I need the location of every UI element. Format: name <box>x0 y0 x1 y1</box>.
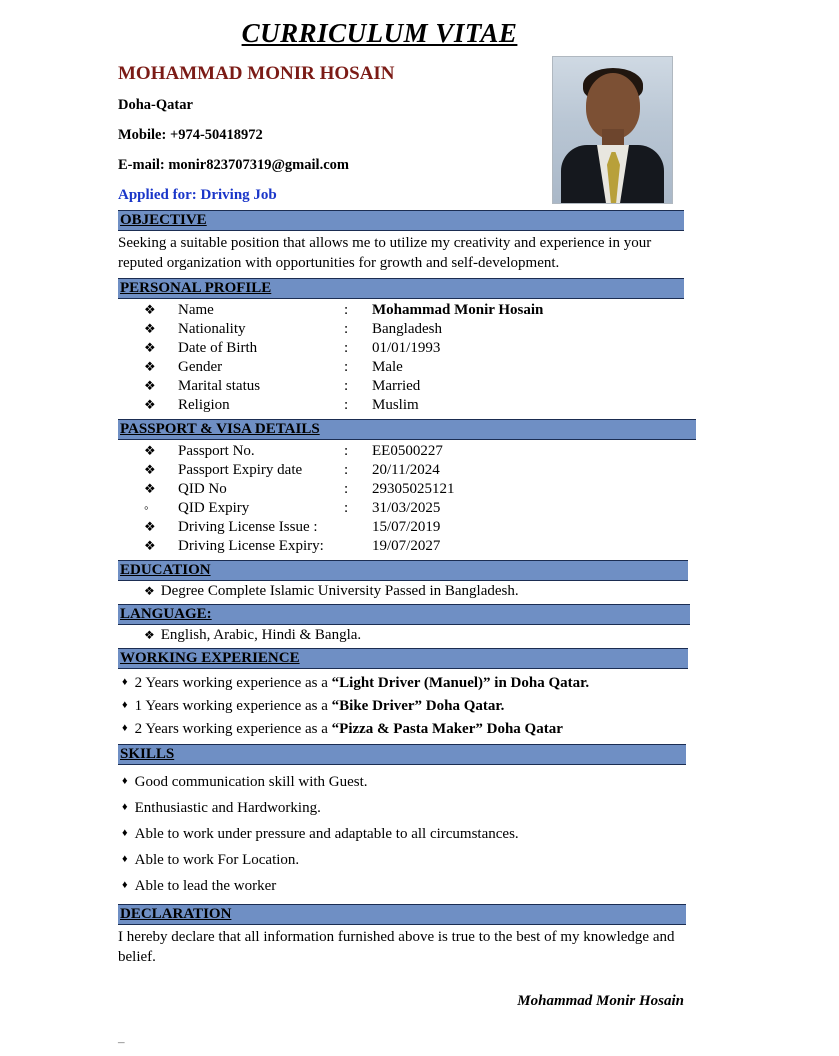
list-item <box>118 774 761 791</box>
field-colon: : <box>344 461 349 478</box>
candidate-mobile: Mobile: +974-50418972 <box>118 127 263 143</box>
bullet-icon: ♦ <box>122 852 128 865</box>
field-label: Date of Birth <box>178 339 258 356</box>
bullet-icon: ❖ <box>144 442 156 458</box>
field-value: 15/07/2019 <box>372 518 441 535</box>
field-colon: : <box>344 480 349 497</box>
bullet-icon: ❖ <box>144 461 156 477</box>
field-colon <box>344 537 372 556</box>
declaration-text: I hereby declare that all information furnished above is true to the best of my knowledge and belief. <box>118 928 675 965</box>
experience-text: 2 Years working experience as a <box>134 720 332 737</box>
field-value: 31/03/2025 <box>372 499 441 516</box>
candidate-name: MOHAMMAD MONIR HOSAIN <box>118 63 395 84</box>
list-item <box>118 826 761 843</box>
field-value: 20/11/2024 <box>372 461 440 478</box>
bullet-icon: ♦ <box>122 774 128 787</box>
list-item <box>118 800 761 817</box>
field-value: Married <box>372 377 421 394</box>
field-colon: : <box>344 442 349 459</box>
list-item <box>118 721 761 738</box>
field-label: Name <box>178 301 214 318</box>
table-row <box>118 396 543 415</box>
bullet-icon: ❖ <box>144 377 156 393</box>
page-title: CURRICULUM VITAE <box>241 18 518 48</box>
bullet-icon: ❖ <box>144 518 156 534</box>
table-row <box>118 320 543 339</box>
field-value: 01/01/1993 <box>372 339 441 356</box>
skill-text: Enthusiastic and Hardworking. <box>134 799 321 816</box>
candidate-email: E-mail: monir823707319@gmail.com <box>118 157 349 173</box>
bullet-icon: ♦ <box>122 878 128 891</box>
section-header-passport-visa <box>118 419 696 440</box>
field-colon <box>344 518 372 537</box>
bullet-icon: ❖ <box>144 320 156 336</box>
field-label: QID Expiry <box>178 499 250 516</box>
bullet-icon: ♦ <box>122 721 128 734</box>
table-row <box>118 480 455 499</box>
section-header-declaration <box>118 904 686 925</box>
field-label: Passport No. <box>178 442 255 459</box>
bullet-icon: ❖ <box>144 627 155 642</box>
bullet-icon: ❖ <box>144 583 155 598</box>
experience-role: “Pizza & Pasta Maker” Doha Qatar <box>331 720 563 737</box>
section-header-objective-label: OBJECTIVE <box>120 212 207 228</box>
list-item <box>118 698 761 715</box>
section-header-skills-label: SKILLS <box>120 745 175 762</box>
bullet-icon: ♦ <box>122 800 128 813</box>
section-header-language-label: LANGUAGE: <box>120 605 212 622</box>
section-header-skills <box>118 744 686 765</box>
bullet-icon: ❖ <box>144 480 156 496</box>
list-item <box>118 583 761 600</box>
candidate-location: Doha-Qatar <box>118 97 193 113</box>
list-item <box>118 852 761 869</box>
section-header-language <box>118 604 690 625</box>
bullet-icon: ◦ <box>144 499 149 515</box>
section-header-personal-profile <box>118 278 684 299</box>
list-item <box>118 627 761 644</box>
section-header-education <box>118 560 688 581</box>
experience-role: “Light Driver (Manuel)” in Doha Qatar. <box>331 674 590 691</box>
list-item-text: Degree Complete Islamic University Passed in Bangladesh. <box>160 582 519 599</box>
skill-text: Able to work For Location. <box>134 851 300 868</box>
table-row <box>118 461 455 480</box>
field-value: 19/07/2027 <box>372 537 441 554</box>
list-item <box>118 878 761 895</box>
field-value: Bangladesh <box>372 320 442 337</box>
experience-text: 1 Years working experience as a <box>134 697 332 714</box>
section-header-objective <box>118 210 684 231</box>
field-label: Marital status <box>178 377 261 394</box>
field-colon: : <box>344 301 349 318</box>
field-label: Gender <box>178 358 223 375</box>
table-row <box>118 301 543 320</box>
section-header-passport-visa-label: PASSPORT & VISA DETAILS <box>120 420 320 437</box>
field-value: EE0500227 <box>372 442 443 459</box>
field-value: Male <box>372 358 403 375</box>
bullet-icon: ❖ <box>144 358 156 374</box>
bullet-icon: ❖ <box>144 537 156 553</box>
table-row <box>118 339 543 358</box>
table-row <box>118 518 455 537</box>
section-header-working-experience-label: WORKING EXPERIENCE <box>120 649 300 666</box>
list-item <box>118 675 761 692</box>
list-item-text: English, Arabic, Hindi & Bangla. <box>160 626 362 643</box>
field-colon: : <box>344 396 349 413</box>
field-label: Nationality <box>178 320 246 337</box>
field-label: Driving License Issue : <box>178 518 318 535</box>
field-colon: : <box>344 339 349 356</box>
skill-text: Able to lead the worker <box>134 877 277 894</box>
section-header-working-experience <box>118 648 688 669</box>
field-label: Religion <box>178 396 230 413</box>
section-header-personal-profile-label: PERSONAL PROFILE <box>120 279 272 296</box>
table-row <box>118 377 543 396</box>
bullet-icon: ♦ <box>122 826 128 839</box>
bullet-icon: ♦ <box>122 698 128 711</box>
table-row <box>118 537 455 556</box>
footer-mark: ¯ <box>118 1040 125 1055</box>
personal-profile-table <box>118 301 543 415</box>
bullet-icon: ❖ <box>144 396 156 412</box>
field-value: Muslim <box>372 396 419 413</box>
field-colon: : <box>344 320 349 337</box>
experience-text: 2 Years working experience as a <box>134 674 332 691</box>
field-label: Passport Expiry date <box>178 461 303 478</box>
bullet-icon: ❖ <box>144 339 156 355</box>
bullet-icon: ❖ <box>144 301 156 317</box>
objective-text: Seeking a suitable position that allows me to utilize my creativity and experience in your reputed organization with opportunities for growth and self-development. <box>118 235 652 272</box>
bullet-icon: ♦ <box>122 675 128 688</box>
field-label: Driving License Expiry: <box>178 537 324 554</box>
field-value: Mohammad Monir Hosain <box>372 301 544 318</box>
experience-role: “Bike Driver” Doha Qatar. <box>331 697 505 714</box>
table-row <box>118 358 543 377</box>
table-row <box>118 442 455 461</box>
section-header-declaration-label: DECLARATION <box>120 905 232 922</box>
skill-text: Good communication skill with Guest. <box>134 773 368 790</box>
signature: Mohammad Monir Hosain <box>517 993 684 1009</box>
skill-text: Able to work under pressure and adaptable to all circumstances. <box>134 825 519 842</box>
passport-visa-table <box>118 442 455 556</box>
field-label: QID No <box>178 480 227 497</box>
table-row <box>118 499 455 518</box>
field-colon: : <box>344 377 349 394</box>
field-value: 29305025121 <box>372 480 455 497</box>
applied-for: Applied for: Driving Job <box>118 187 277 203</box>
field-colon: : <box>344 358 349 375</box>
section-header-education-label: EDUCATION <box>120 561 211 578</box>
avatar <box>552 56 673 204</box>
field-colon: : <box>344 499 349 516</box>
